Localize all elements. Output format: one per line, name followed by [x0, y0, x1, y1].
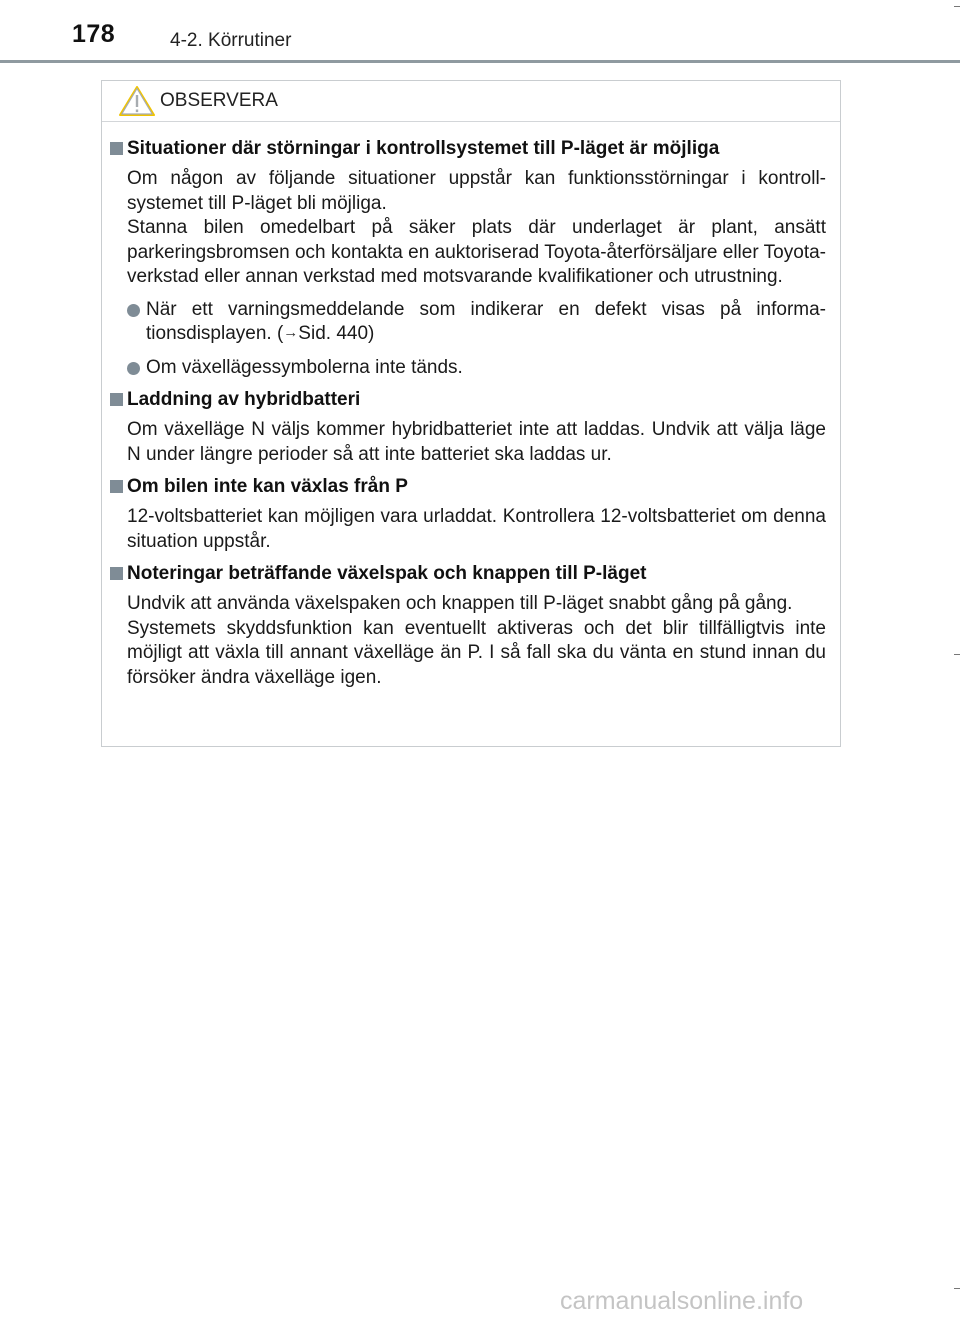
arrow-right-icon: →	[283, 324, 299, 341]
caution-label: OBSERVERA	[160, 90, 278, 111]
section-block	[102, 475, 840, 554]
section-block	[102, 388, 840, 467]
section-heading	[102, 388, 840, 412]
heading-text: Noteringar beträffande växelspak och knappen till P-läget	[127, 563, 647, 584]
paragraph: 12-voltsbatteriet kan möjligen vara urladdat. Kontrollera 12-voltsbatteriet om denna situation uppstår.	[127, 506, 826, 552]
caution-content	[102, 137, 840, 698]
square-bullet-icon	[110, 393, 123, 406]
bullet-text: )	[368, 323, 375, 344]
paragraph: Systemets skyddsfunktion kan eventuellt aktiveras och det blir tillfälligtvis inte möjligt att växla till annant växelläge än P. I så fall ska du vänta en stund innan du försöker ändra växelläge igen.	[127, 617, 826, 688]
page-header	[0, 0, 960, 64]
square-bullet-icon	[110, 567, 123, 580]
crop-mark	[954, 6, 960, 7]
list-item	[127, 298, 826, 348]
warning-triangle-icon	[118, 85, 156, 117]
paragraph: Stanna bilen omedelbart på säker plats där underlaget är plant, ansätt parkeringsbromsen och kontakta en auktoriserad Toyota-återförsäljare eller Toyota-verkstad eller annan verkstad med motsvarande kvalifikationer och utrustning.	[127, 217, 826, 287]
bullet-text: Om växellägessymbolerna inte tänds.	[146, 356, 463, 378]
section-heading	[102, 137, 840, 161]
paragraph: Om någon av följande situationer uppstår kan funktionsstörningar i kontroll-systemet till P-läget bli möjliga.	[127, 168, 826, 214]
caution-box	[101, 80, 841, 747]
section-title: 4-2. Körrutiner	[170, 30, 292, 51]
square-bullet-icon	[110, 142, 123, 155]
section-block	[102, 137, 840, 380]
crop-mark	[954, 1288, 960, 1289]
heading-text: Om bilen inte kan växlas från P	[127, 476, 408, 497]
section-block	[102, 562, 840, 690]
paragraph: Om växelläge N väljs kommer hybridbatteriet inte att laddas. Undvik att välja läge N under längre perioder så att inte batteriet ska laddas ur.	[127, 419, 826, 465]
page-number: 178	[72, 20, 116, 48]
bullet-text: När ett varningsmeddelande som indikerar en defekt visas på informa-tionsdisplayen. (	[146, 298, 826, 344]
circle-bullet-icon	[127, 362, 140, 375]
heading-text: Laddning av hybridbatteri	[127, 389, 361, 410]
page-reference-link[interactable]: Sid. 440	[298, 323, 369, 344]
crop-mark	[954, 654, 960, 655]
paragraph: Undvik att använda växelspaken och knappen till P-läget snabbt gång på gång.	[127, 593, 793, 614]
heading-text: Situationer där störningar i kontrollsystemet till P-läget är möjliga	[127, 138, 720, 159]
section-heading	[102, 562, 840, 586]
caution-header	[102, 81, 840, 122]
watermark: carmanualsonline.info	[560, 1287, 804, 1315]
circle-bullet-icon	[127, 304, 140, 317]
list-item	[127, 356, 826, 381]
header-rule	[0, 60, 960, 63]
square-bullet-icon	[110, 480, 123, 493]
section-heading	[102, 475, 840, 499]
